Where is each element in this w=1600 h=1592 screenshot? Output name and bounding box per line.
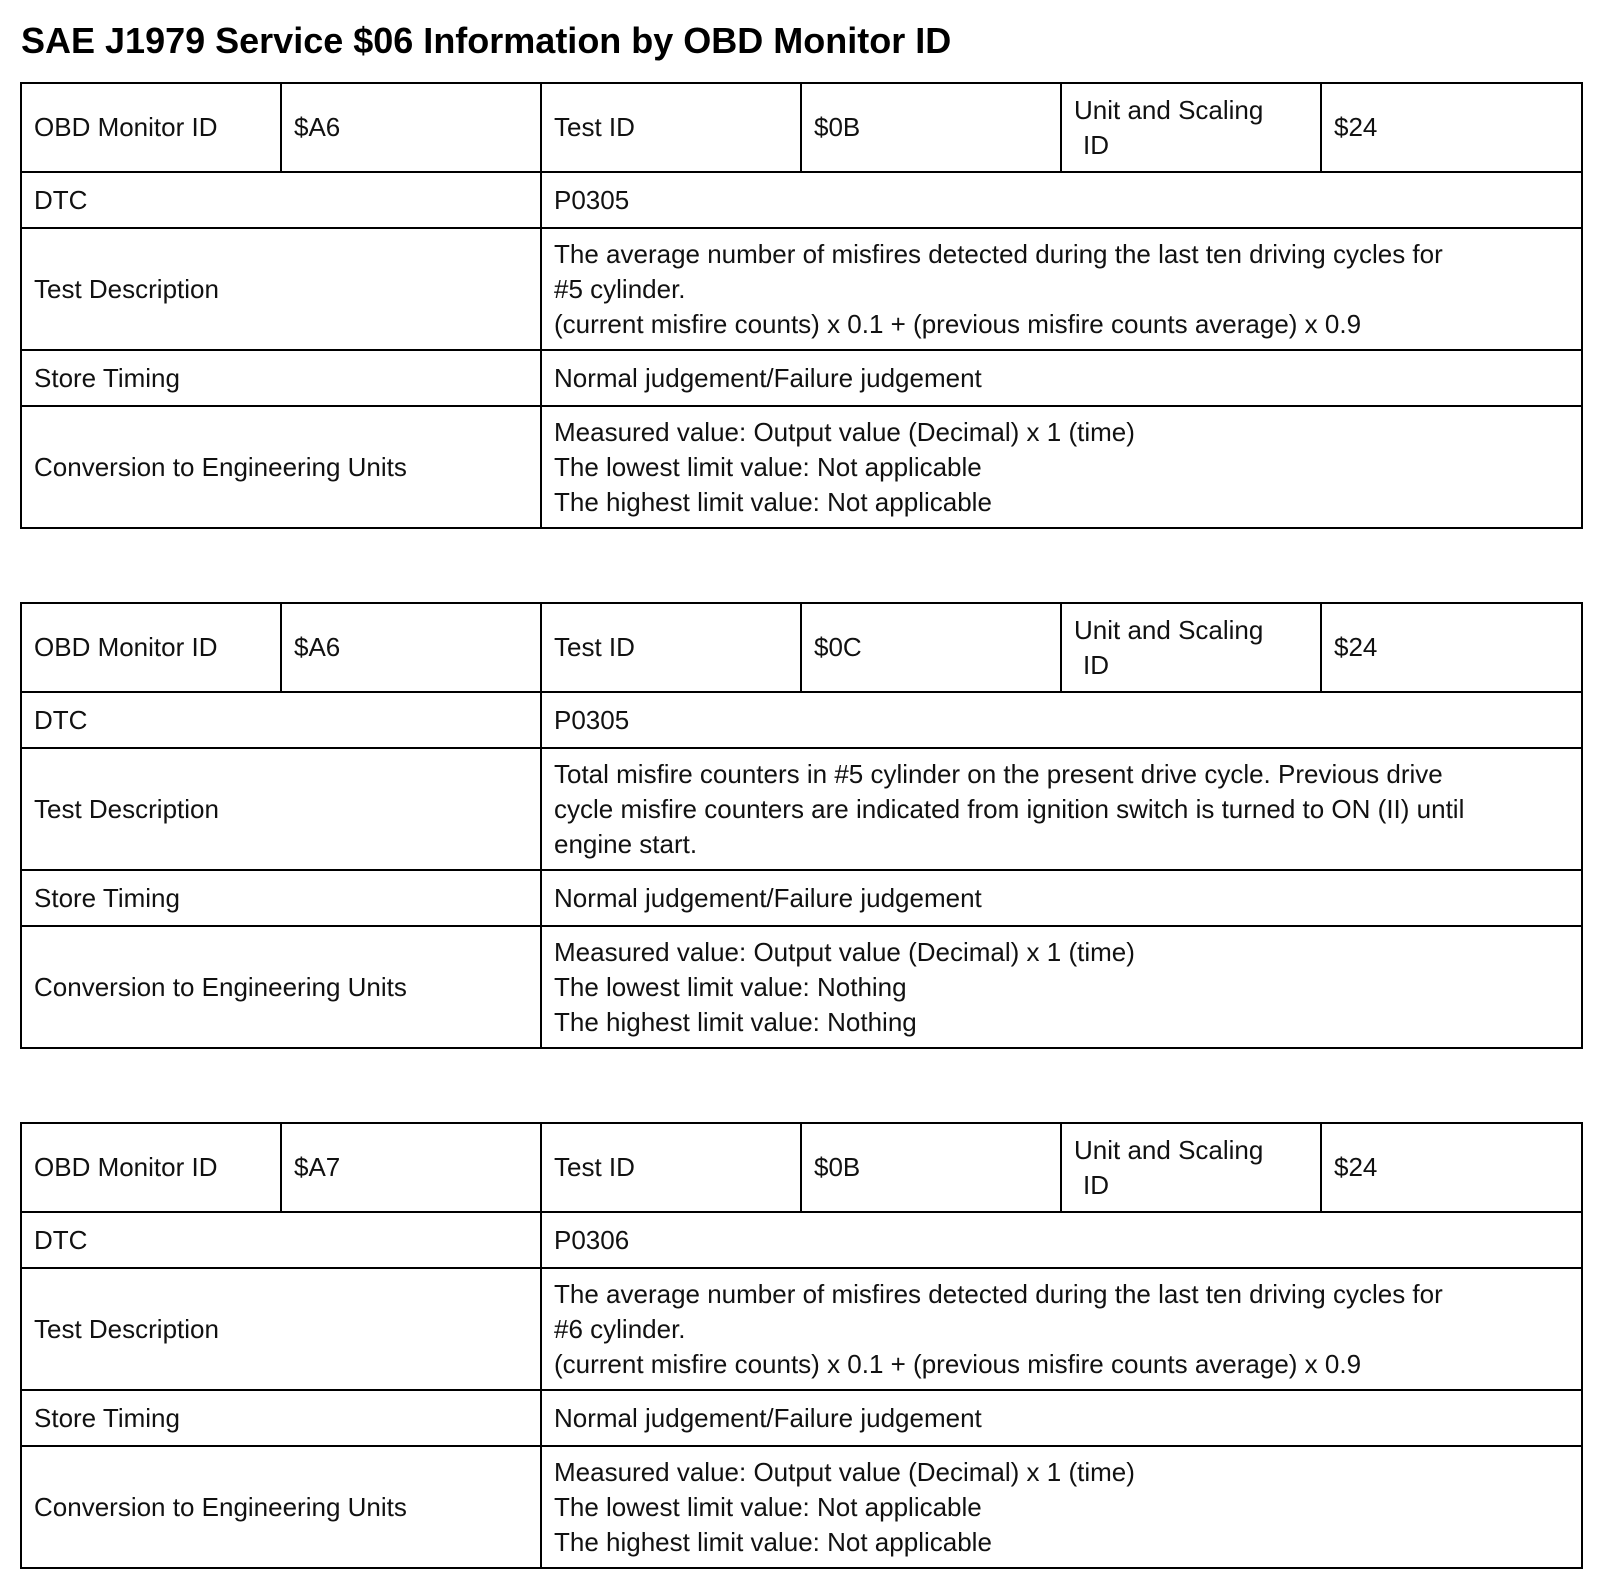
unit-scaling-label-line: Unit and Scaling [1074,94,1264,125]
obd-monitor-id-value: $A6 [281,603,541,692]
store-timing-row [21,1390,1582,1446]
service-06-table [20,82,1583,529]
dtc-label: DTC [21,1212,541,1268]
test-id-label: Test ID [541,603,801,692]
dtc-value: P0305 [541,692,1582,748]
test-id-label: Test ID [541,83,801,172]
test-description-label: Test Description [21,1268,541,1390]
description-line: #5 cylinder. [554,273,686,304]
store-timing-row [21,350,1582,406]
store-timing-row [21,870,1582,926]
conversion-line: The lowest limit value: Not applicable [554,1491,982,1522]
dtc-row [21,692,1582,748]
unit-scaling-id-value: $24 [1321,83,1582,172]
conversion-line: The highest limit value: Not applicable [554,486,992,517]
description-line: (current misfire counts) x 0.1 + (previous misfire counts average) x 0.9 [554,308,1362,339]
page-title: SAE J1979 Service $06 Information by OBD Monitor ID [21,20,952,61]
obd-monitor-id-label: OBD Monitor ID [21,83,281,172]
conversion-label: Conversion to Engineering Units [21,1446,541,1568]
unit-scaling-label-line: ID [1083,129,1109,160]
service-06-table [20,1122,1583,1569]
unit-scaling-id-value: $24 [1321,603,1582,692]
header-row [21,603,1582,692]
test-description-row [21,1268,1582,1390]
conversion-value [541,406,1582,528]
test-id-value: $0C [801,603,1061,692]
store-timing-value: Normal judgement/Failure judgement [541,350,1582,406]
unit-scaling-id-label [1061,83,1321,172]
dtc-label: DTC [21,692,541,748]
test-description-row [21,228,1582,350]
store-timing-label: Store Timing [21,350,541,406]
header-row [21,1123,1582,1212]
conversion-line: Measured value: Output value (Decimal) x 1 (time) [554,416,1135,447]
store-timing-label: Store Timing [21,870,541,926]
store-timing-value: Normal judgement/Failure judgement [541,870,1582,926]
obd-monitor-id-value: $A7 [281,1123,541,1212]
description-line: (current misfire counts) x 0.1 + (previous misfire counts average) x 0.9 [554,1348,1362,1379]
conversion-value [541,926,1582,1048]
conversion-line: The lowest limit value: Not applicable [554,451,982,482]
obd-monitor-id-value: $A6 [281,83,541,172]
store-timing-value: Normal judgement/Failure judgement [541,1390,1582,1446]
description-line: cycle misfire counters are indicated from ignition switch is turned to ON (II) until [554,793,1465,824]
test-description-value [541,748,1582,870]
test-description-value [541,1268,1582,1390]
dtc-label: DTC [21,172,541,228]
description-line: #6 cylinder. [554,1313,686,1344]
conversion-line: The lowest limit value: Nothing [554,971,907,1002]
unit-scaling-label-line: Unit and Scaling [1074,614,1264,645]
test-description-label: Test Description [21,748,541,870]
test-description-row [21,748,1582,870]
header-row [21,83,1582,172]
dtc-row [21,172,1582,228]
conversion-row [21,406,1582,528]
conversion-line: Measured value: Output value (Decimal) x 1 (time) [554,936,1135,967]
test-description-value [541,228,1582,350]
unit-scaling-id-label [1061,603,1321,692]
obd-monitor-id-label: OBD Monitor ID [21,603,281,692]
unit-scaling-id-label [1061,1123,1321,1212]
test-description-label: Test Description [21,228,541,350]
obd-monitor-id-label: OBD Monitor ID [21,1123,281,1212]
conversion-row [21,1446,1582,1568]
test-id-label: Test ID [541,1123,801,1212]
dtc-value: P0305 [541,172,1582,228]
dtc-value: P0306 [541,1212,1582,1268]
conversion-line: The highest limit value: Not applicable [554,1526,992,1557]
service-06-table [20,602,1583,1049]
unit-scaling-id-value: $24 [1321,1123,1582,1212]
unit-scaling-label-line: ID [1083,649,1109,680]
test-id-value: $0B [801,1123,1061,1212]
dtc-row [21,1212,1582,1268]
conversion-value [541,1446,1582,1568]
conversion-label: Conversion to Engineering Units [21,406,541,528]
conversion-row [21,926,1582,1048]
unit-scaling-label-line: Unit and Scaling [1074,1134,1264,1165]
conversion-label: Conversion to Engineering Units [21,926,541,1048]
description-line: The average number of misfires detected during the last ten driving cycles for [554,1278,1443,1309]
test-id-value: $0B [801,83,1061,172]
conversion-line: Measured value: Output value (Decimal) x 1 (time) [554,1456,1135,1487]
conversion-line: The highest limit value: Nothing [554,1006,917,1037]
description-line: engine start. [554,828,698,859]
description-line: The average number of misfires detected during the last ten driving cycles for [554,238,1443,269]
description-line: Total misfire counters in #5 cylinder on the present drive cycle. Previous drive [554,758,1443,789]
unit-scaling-label-line: ID [1083,1169,1109,1200]
store-timing-label: Store Timing [21,1390,541,1446]
